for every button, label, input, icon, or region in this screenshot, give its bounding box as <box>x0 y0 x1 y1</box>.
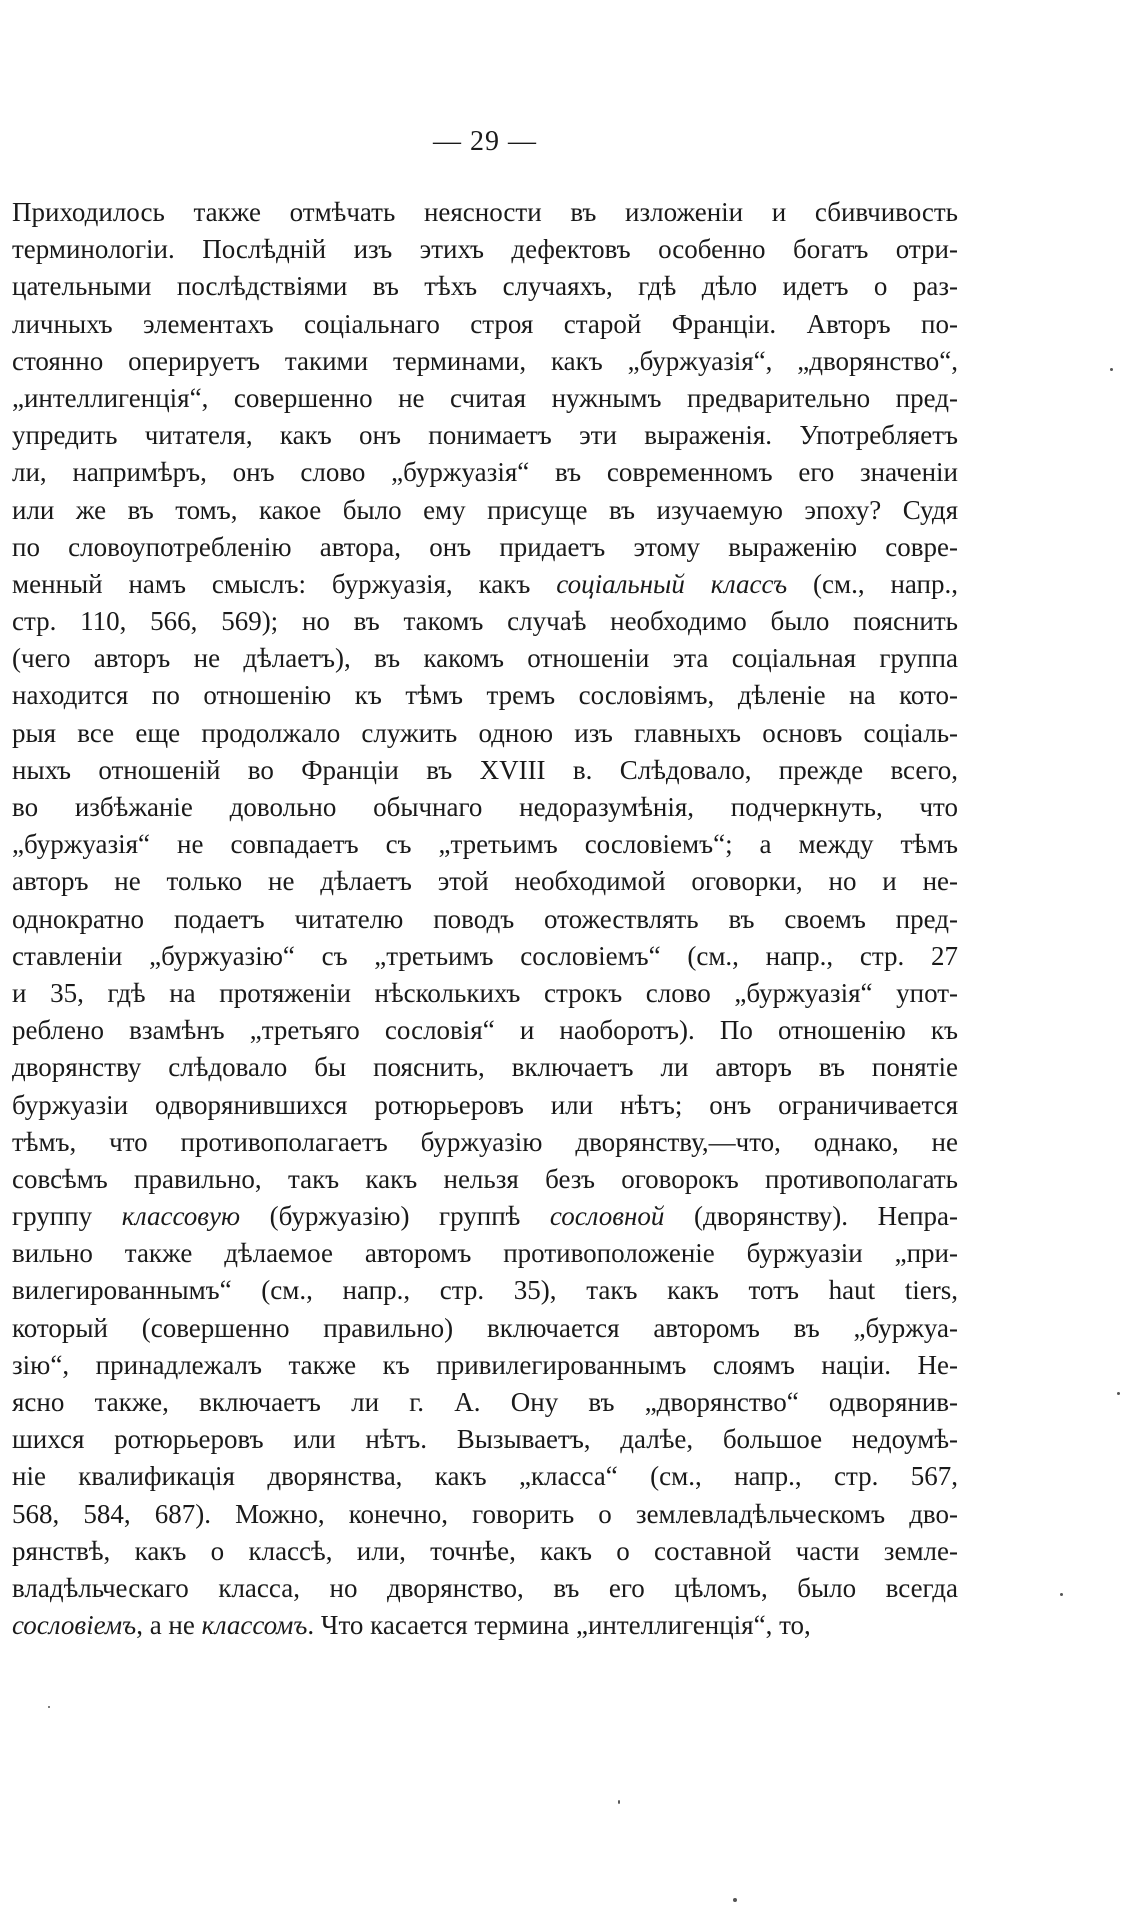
text-line <box>12 306 958 343</box>
text-run: (буржуазію) группѣ <box>240 1201 550 1232</box>
text-line <box>12 1012 958 1049</box>
text-line <box>12 863 958 900</box>
text-run: цательными послѣдствіями въ тѣхъ случаяхъ, гдѣ дѣло идетъ о раз- <box>12 271 958 302</box>
text-run: рыя все еще продолжало служить одною изъ главныхъ основъ соціаль- <box>12 717 958 748</box>
text-run: стоянно оперируетъ такими терминами, какъ „буржуазія“, „дворянство“, <box>12 345 958 376</box>
text-run: и 35, гдѣ на протяженіи нѣсколькихъ строкъ слово „буржуазія“ упот- <box>12 977 958 1008</box>
text-line <box>12 1124 958 1161</box>
text-run: ясно также, включаетъ ли г. А. Ону въ „дворянство“ одворянив- <box>12 1387 958 1417</box>
page-number: — 29 — <box>433 126 537 157</box>
text-run: ставленіи „буржуазію“ съ „третьимъ сословіемъ“ (см., напр., стр. 27 <box>12 940 958 971</box>
text-run: стр. 110, 566, 569); но въ такомъ случаѣ необходимо было пояснить <box>12 606 958 637</box>
text-run: 568, 584, 687). Можно, конечно, говорить о землевладѣльческомъ дво- <box>12 1498 958 1529</box>
text-run: вильно также дѣлаемое авторомъ противоположеніе буржуазіи „при- <box>12 1238 958 1269</box>
text-line <box>12 1533 958 1570</box>
text-run: Приходилось также отмѣчать неясности въ изложеніи и сбивчивость <box>12 197 958 227</box>
text-run: (см., напр., <box>787 568 959 599</box>
text-run: буржуазіи одворянившихся ротюрьеровъ или нѣтъ; онъ ограничивается <box>12 1089 958 1120</box>
text-run: рянствѣ, какъ о классѣ, или, точнѣе, какъ о составной части земле- <box>12 1535 958 1566</box>
text-line <box>12 677 958 714</box>
text-line <box>12 268 958 305</box>
text-run: дворянству слѣдовало бы пояснить, включаетъ ли авторъ въ понятіе <box>12 1052 958 1083</box>
text-run: группу <box>12 1201 122 1232</box>
text-line <box>12 343 958 380</box>
italic-text: соціальный классъ <box>556 568 788 599</box>
text-line <box>12 715 958 752</box>
scan-speck <box>1060 1593 1063 1596</box>
text-line <box>12 529 958 566</box>
text-line <box>12 938 958 975</box>
text-line <box>12 566 958 603</box>
text-line <box>12 1235 958 1272</box>
text-run: терминологіи. Послѣдній изъ этихъ дефектовъ особенно богатъ отри- <box>12 234 958 265</box>
italic-text: классомъ <box>201 1610 308 1641</box>
text-line <box>12 752 958 789</box>
text-line <box>12 1310 958 1347</box>
text-run: который (совершенно правильно) включается авторомъ въ „буржуа- <box>12 1312 958 1343</box>
text-run: ныхъ отношеній во Франціи въ XVIII в. Слѣдовало, прежде всего, <box>12 754 958 785</box>
text-line <box>12 789 958 826</box>
text-line <box>12 1272 958 1309</box>
text-run: тѣмъ, что противополагаетъ буржуазію дворянству,—что, однако, не <box>12 1126 958 1157</box>
text-run: (дворянству). Непра- <box>664 1201 959 1232</box>
text-line <box>12 1496 958 1533</box>
scan-speck <box>1110 368 1113 371</box>
text-run: совсѣмъ правильно, такъ какъ нельзя безъ оговорокъ противополагать <box>12 1163 958 1194</box>
text-run: упредить читателя, какъ онъ понимаетъ эти выраженія. Употребляетъ <box>12 420 958 451</box>
text-run: „интеллигенція“, совершенно не считая нужнымъ предварительно пред- <box>12 382 958 413</box>
italic-text: сословной <box>549 1201 665 1232</box>
text-line <box>12 1161 958 1198</box>
text-line <box>12 1607 944 1644</box>
text-line <box>12 1198 958 1235</box>
text-line <box>12 1049 958 1086</box>
text-run: по словоупотребленію автора, онъ придаетъ этому выраженію совре- <box>12 531 958 562</box>
text-run: . Что касается термина „интеллигенція“, то, <box>307 1610 811 1641</box>
body-text <box>12 194 958 1644</box>
scan-speck <box>618 1800 620 1804</box>
text-run: „буржуазія“ не совпадаетъ съ „третьимъ сословіемъ“; а между тѣмъ <box>12 829 958 860</box>
text-run: вилегированнымъ“ (см., напр., стр. 35), такъ какъ тотъ haut tiers, <box>12 1275 958 1306</box>
italic-text: классовую <box>121 1201 241 1232</box>
text-run: ніе квалификація дворянства, какъ „класса“ (см., напр., стр. 567, <box>12 1461 958 1492</box>
text-line <box>12 640 958 677</box>
text-line <box>12 1421 958 1458</box>
text-run: авторъ не только не дѣлаетъ этой необходимой оговорки, но и не- <box>12 866 958 897</box>
text-line <box>12 380 958 417</box>
text-run: реблено взамѣнъ „третьяго сословія“ и наоборотъ). По отношенію къ <box>12 1015 958 1046</box>
text-line <box>12 417 958 454</box>
text-line <box>12 1458 958 1495</box>
italic-text: сословіемъ <box>12 1610 137 1641</box>
text-line <box>12 454 958 491</box>
text-line <box>12 231 958 268</box>
text-run: зію“, принадлежалъ также къ привилегированнымъ слоямъ націи. Не- <box>12 1349 958 1380</box>
text-line <box>12 1570 958 1607</box>
text-run: владѣльческаго класса, но дворянство, въ его цѣломъ, было всегда <box>12 1572 958 1603</box>
text-line <box>12 901 958 938</box>
scan-speck <box>1117 1392 1120 1395</box>
text-line <box>12 826 958 863</box>
text-run: или же въ томъ, какое было ему присуще въ изучаемую эпоху? Судя <box>12 494 958 525</box>
scan-speck <box>733 1898 737 1902</box>
scan-speck <box>48 1706 50 1708</box>
text-line <box>12 1347 958 1384</box>
text-run: менный намъ смыслъ: буржуазія, какъ <box>12 568 557 599</box>
text-line <box>12 492 958 529</box>
text-run: ли, напримѣръ, онъ слово „буржуазія“ въ современномъ его значеніи <box>12 457 958 488</box>
text-run: личныхъ элементахъ соціальнаго строя старой Франціи. Авторъ по- <box>12 308 958 339</box>
text-line <box>12 1384 958 1421</box>
text-line <box>12 975 958 1012</box>
text-line <box>12 194 958 231</box>
text-run: (чего авторъ не дѣлаетъ), въ какомъ отношеніи эта соціальная группа <box>12 643 958 674</box>
text-run: находится по отношенію къ тѣмъ тремъ сословіямъ, дѣленіе на кото- <box>12 680 958 711</box>
text-line <box>12 603 958 640</box>
text-run: шихся ротюрьеровъ или нѣтъ. Вызываетъ, далѣе, большое недоумѣ- <box>12 1424 958 1455</box>
text-run: во избѣжаніе довольно обычнаго недоразумѣнія, подчеркнуть, что <box>12 792 958 822</box>
text-run: , а не <box>136 1610 202 1641</box>
text-run: однократно подаетъ читателю поводъ отожествлять въ своемъ пред- <box>12 903 958 934</box>
text-line <box>12 1087 958 1124</box>
